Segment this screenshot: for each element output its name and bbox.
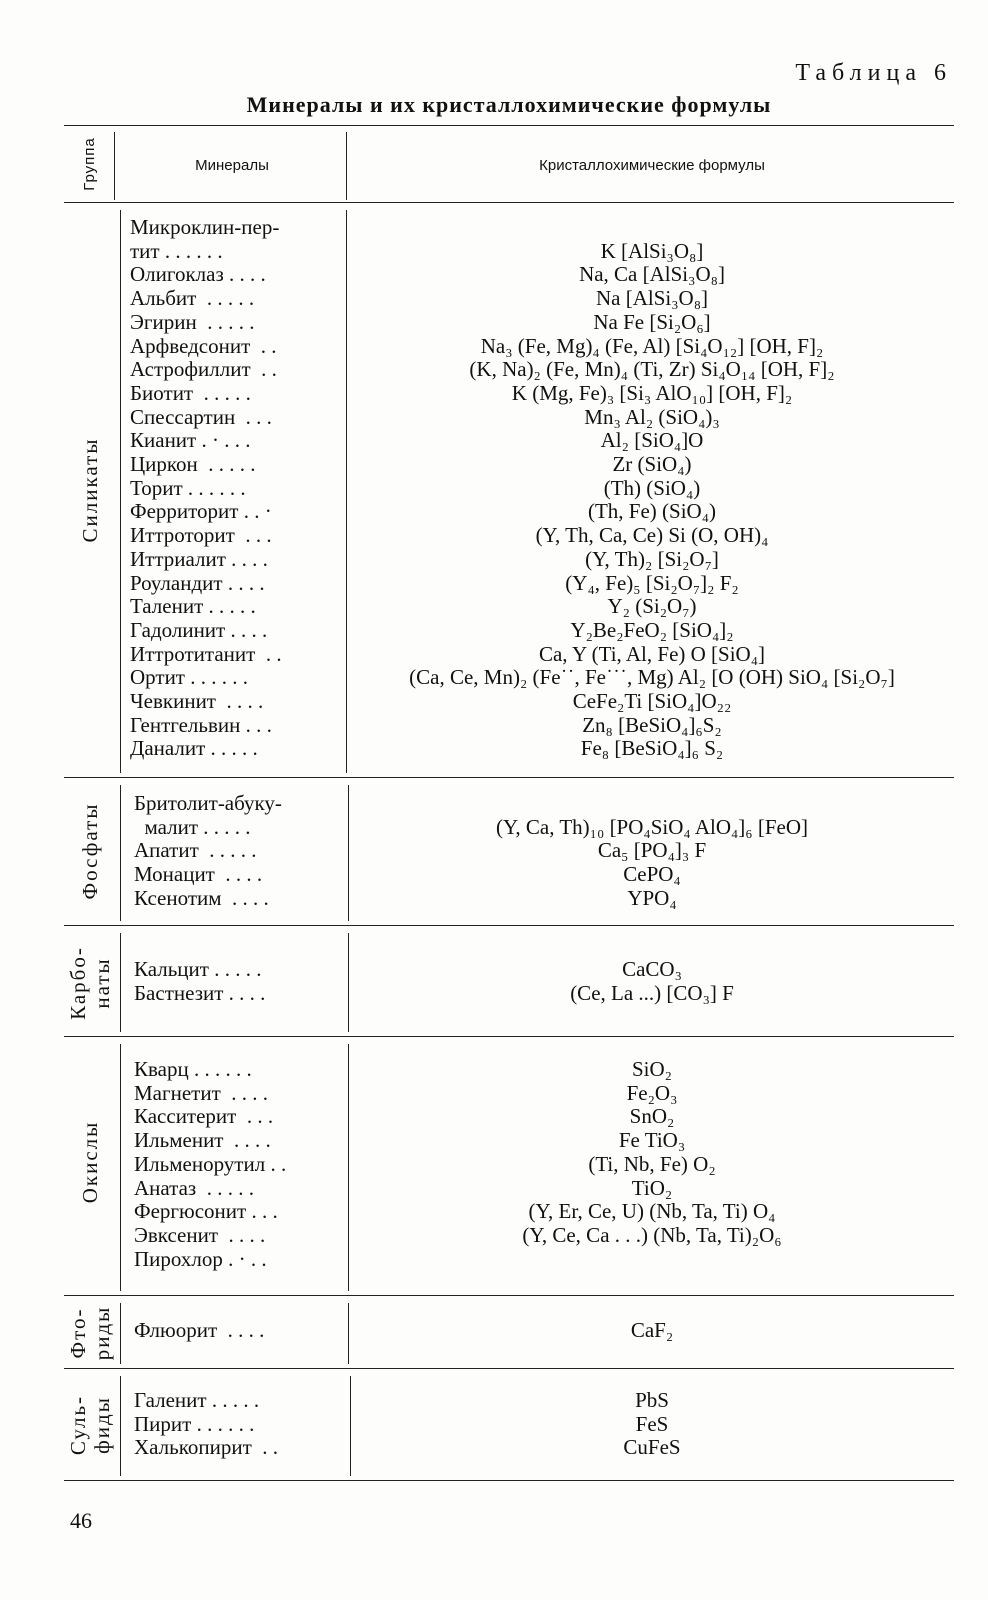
mineral-formula: Y₂ (Si₂O₇) (607, 594, 697, 619)
mineral-formula: Mn₃ Al₂ (SiO₄)₃ (584, 404, 720, 429)
mineral-name: Ортит . . . . . . (130, 665, 248, 690)
mineral-formula: (K, Na)₂ (Fe, Mn)₄ (Ti, Zr) Si₄O₁₄ [OH, F]₂ (469, 357, 835, 382)
column-header-formulas: Кристаллохимические формулы (539, 157, 765, 174)
rule-fluorides-sulfides (64, 1368, 954, 1369)
mineral-name: малит . . . . . (134, 814, 251, 839)
mineral-formula: SiO₂ (631, 1057, 672, 1081)
mineral-name: Эгирин . . . . . (130, 309, 255, 334)
mineral-name: Альбит . . . . . (130, 286, 255, 311)
divider-left-phosphates (120, 785, 121, 921)
mineral-formula (352, 216, 952, 240)
mineral-name: Торит . . . . . . (130, 475, 246, 500)
mineral-name: Даналит . . . . . (130, 736, 258, 761)
mineral-formula: (Y₄, Fe)₅ [Si₂O₇]₂ F₂ (565, 570, 739, 595)
group-label-carbonates: Карбо- наты (66, 946, 114, 1020)
mineral-list-carbonates (134, 958, 265, 1005)
divider-right-sulfides (350, 1376, 351, 1476)
divider-left-fluorides (120, 1303, 121, 1364)
mineral-name: Эвксенит . . . . (134, 1222, 266, 1247)
mineral-formula: PbS (635, 1388, 669, 1412)
mineral-name: Ильменорутил . . (134, 1151, 287, 1176)
header-divider-right (346, 132, 347, 200)
mineral-name: Галенит . . . . . (134, 1388, 260, 1412)
mineral-formula: Na₃ (Fe, Mg)₄ (Fe, Al) [Si₄O₁₂] [OH, F]₂ (480, 333, 824, 358)
formula-list-phosphates (352, 792, 952, 911)
table-bottom-rule (64, 1480, 954, 1481)
mineral-formula: Al₂ [SiO₄]O (600, 428, 704, 453)
mineral-name: Иттротитанит . . (130, 641, 282, 666)
mineral-name: Кварц . . . . . . (134, 1057, 252, 1081)
divider-left-oxides (120, 1044, 121, 1291)
mineral-formula: CuFeS (623, 1435, 681, 1460)
mineral-formula: SnO₂ (629, 1104, 675, 1129)
mineral-name: Спессартин . . . (130, 404, 272, 429)
mineral-name: Таленит . . . . . (130, 594, 256, 619)
mineral-name: Иттриалит . . . . (130, 546, 268, 571)
group-label-oxides: Окислы (78, 1120, 102, 1204)
mineral-formula: (Ti, Nb, Fe) O₂ (588, 1151, 716, 1176)
rule-phosphates-carbonates (64, 925, 954, 926)
mineral-name: тит . . . . . . (130, 238, 223, 263)
column-header-group: Группа (81, 137, 98, 191)
header-bottom-rule (64, 202, 954, 203)
mineral-name: Бритолит-абуку- (134, 791, 282, 815)
group-label-fluorides: Фто- риды (66, 1305, 114, 1361)
mineral-formula: FeS (635, 1411, 669, 1436)
mineral-name: Кианит . · . . . (130, 428, 251, 453)
mineral-formula: (Th) (SiO₄) (603, 475, 701, 500)
mineral-name: Арфведсонит . . (130, 333, 277, 358)
mineral-formula: Y₂Be₂FeO₂ [SiO₄]₂ (570, 617, 734, 642)
rule-silicates-phosphates (64, 777, 954, 778)
mineral-formula: Na, Ca [AlSi₃O₈] (579, 262, 725, 287)
mineral-name: Бастнезит . . . . (134, 980, 266, 1005)
rule-carbonates-oxides (64, 1036, 954, 1037)
mineral-name: Пирохлор . · . . (134, 1246, 267, 1271)
mineral-formula: CePO₄ (623, 862, 681, 887)
mineral-name: Роуландит . . . . (130, 570, 265, 595)
rule-oxides-fluorides (64, 1295, 954, 1296)
mineral-name: Ксенотим . . . . (134, 885, 269, 910)
mineral-name: Кальцит . . . . . (134, 957, 262, 981)
mineral-name: Гадолинит . . . . (130, 617, 268, 642)
formula-list-oxides (352, 1058, 952, 1271)
mineral-formula: Fe TiO₃ (618, 1128, 686, 1153)
mineral-name: Магнетит . . . . (134, 1080, 269, 1105)
table-top-rule (64, 125, 954, 126)
formula-list-sulfides (352, 1389, 952, 1460)
divider-left-silicates (120, 210, 121, 773)
mineral-formula: (Y, Th, Ca, Ce) Si (O, OH)₄ (535, 523, 769, 548)
mineral-name: Астрофиллит . . (130, 357, 277, 382)
formula-list-fluorides (352, 1319, 952, 1343)
mineral-name: Иттроторит . . . (130, 523, 272, 548)
mineral-formula: Fe₂O₃ (626, 1080, 678, 1105)
mineral-formula: Ca₅ [PO₄]₃ F (597, 838, 707, 863)
mineral-name: Микроклин-пер- (130, 215, 280, 239)
page-number: 46 (70, 1508, 92, 1533)
group-label-sulfides: Суль- фиды (66, 1394, 114, 1456)
mineral-formula: CaF₂ (630, 1318, 674, 1342)
mineral-list-phosphates (134, 792, 282, 911)
divider-left-sulfides (120, 1376, 121, 1476)
mineral-name: Анатаз . . . . . (134, 1175, 254, 1200)
mineral-formula: K (Mg, Fe)₃ [Si₃ AlO₁₀] [OH, F]₂ (511, 380, 793, 405)
mineral-name: Гентгельвин . . . (130, 712, 272, 737)
table-title: Минералы и их кристаллохимические формулы (246, 92, 772, 117)
divider-right-fluorides (348, 1303, 349, 1364)
mineral-name: Чевкинит . . . . (130, 689, 264, 714)
mineral-formula (352, 1248, 952, 1272)
mineral-name: Монацит . . . . (134, 862, 263, 887)
group-label-phosphates: Фосфаты (78, 802, 102, 900)
group-label-silicates: Силикаты (78, 437, 102, 543)
mineral-list-sulfides (134, 1389, 278, 1460)
mineral-formula: (Y, Er, Ce, U) (Nb, Ta, Ti) O₄ (528, 1199, 776, 1224)
mineral-name: Халькопирит . . (134, 1435, 279, 1460)
mineral-name: Биотит . . . . . (130, 380, 251, 405)
mineral-name: Фергюсонит . . . (134, 1199, 278, 1224)
mineral-formula: (Th, Fe) (SiO₄) (587, 499, 717, 524)
mineral-name: Ферриторит . . · (130, 499, 272, 524)
mineral-name: Флюорит . . . . (134, 1318, 265, 1342)
mineral-name: Пирит . . . . . . (134, 1411, 255, 1436)
mineral-formula: Ca, Y (Ti, Al, Fe) O [SiO₄] (538, 641, 766, 666)
mineral-name: Циркон . . . . . (130, 452, 256, 477)
mineral-formula: (Y, Ca, Th)₁₀ [PO₄SiO₄ AlO₄]₆ [FeO] (495, 814, 809, 839)
divider-right-carbonates (348, 933, 349, 1032)
mineral-list-fluorides (134, 1319, 264, 1343)
divider-right-silicates (346, 210, 347, 773)
mineral-name: Ильменит . . . . (134, 1128, 271, 1153)
mineral-formula: (Y, Ce, Ca . . .) (Nb, Ta, Ti)₂O₆ (522, 1222, 782, 1247)
mineral-formula: TiO₂ (631, 1175, 673, 1200)
mineral-formula: (Y, Th)₂ [Si₂O₇] (585, 546, 719, 571)
mineral-formula: (Ce, La ...) [CO₃] F (570, 980, 734, 1005)
mineral-list-silicates (130, 216, 282, 761)
formula-list-carbonates (352, 958, 952, 1005)
mineral-name: Касситерит . . . (134, 1104, 274, 1129)
divider-right-oxides (348, 1044, 349, 1291)
mineral-formula: K [AlSi₃O₈] (600, 238, 704, 263)
table-label: Таблица 6 (795, 60, 952, 86)
mineral-name: Олигоклаз . . . . (130, 262, 266, 287)
mineral-formula: Na Fe [Si₂O₆] (593, 309, 711, 334)
mineral-formula: (Ca, Ce, Mn)₂ (Fe˙˙, Fe˙˙˙, Mg) Al₂ [O (OH) SiO₄ [Si₂O₇] (409, 665, 895, 690)
mineral-formula: YPO₄ (627, 885, 677, 910)
mineral-formula: Na [AlSi₃O₈] (595, 286, 709, 311)
column-header-minerals: Минералы (195, 157, 269, 174)
mineral-formula (352, 792, 952, 816)
mineral-list-oxides (134, 1058, 286, 1271)
mineral-formula: Zr (SiO₄) (612, 452, 692, 477)
mineral-formula: Fe₈ [BeSiO₄]₆ S₂ (580, 736, 724, 761)
header-divider-left (114, 132, 115, 200)
mineral-formula: Zn₈ [BeSiO₄]₆S₂ (582, 712, 722, 737)
formula-list-silicates (352, 216, 952, 761)
divider-left-carbonates (120, 933, 121, 1032)
mineral-name: Апатит . . . . . (134, 838, 257, 863)
divider-right-phosphates (348, 785, 349, 921)
mineral-formula: CaCO₃ (622, 957, 682, 981)
mineral-formula: CeFe₂Ti [SiO₄]O₂₂ (572, 689, 732, 714)
